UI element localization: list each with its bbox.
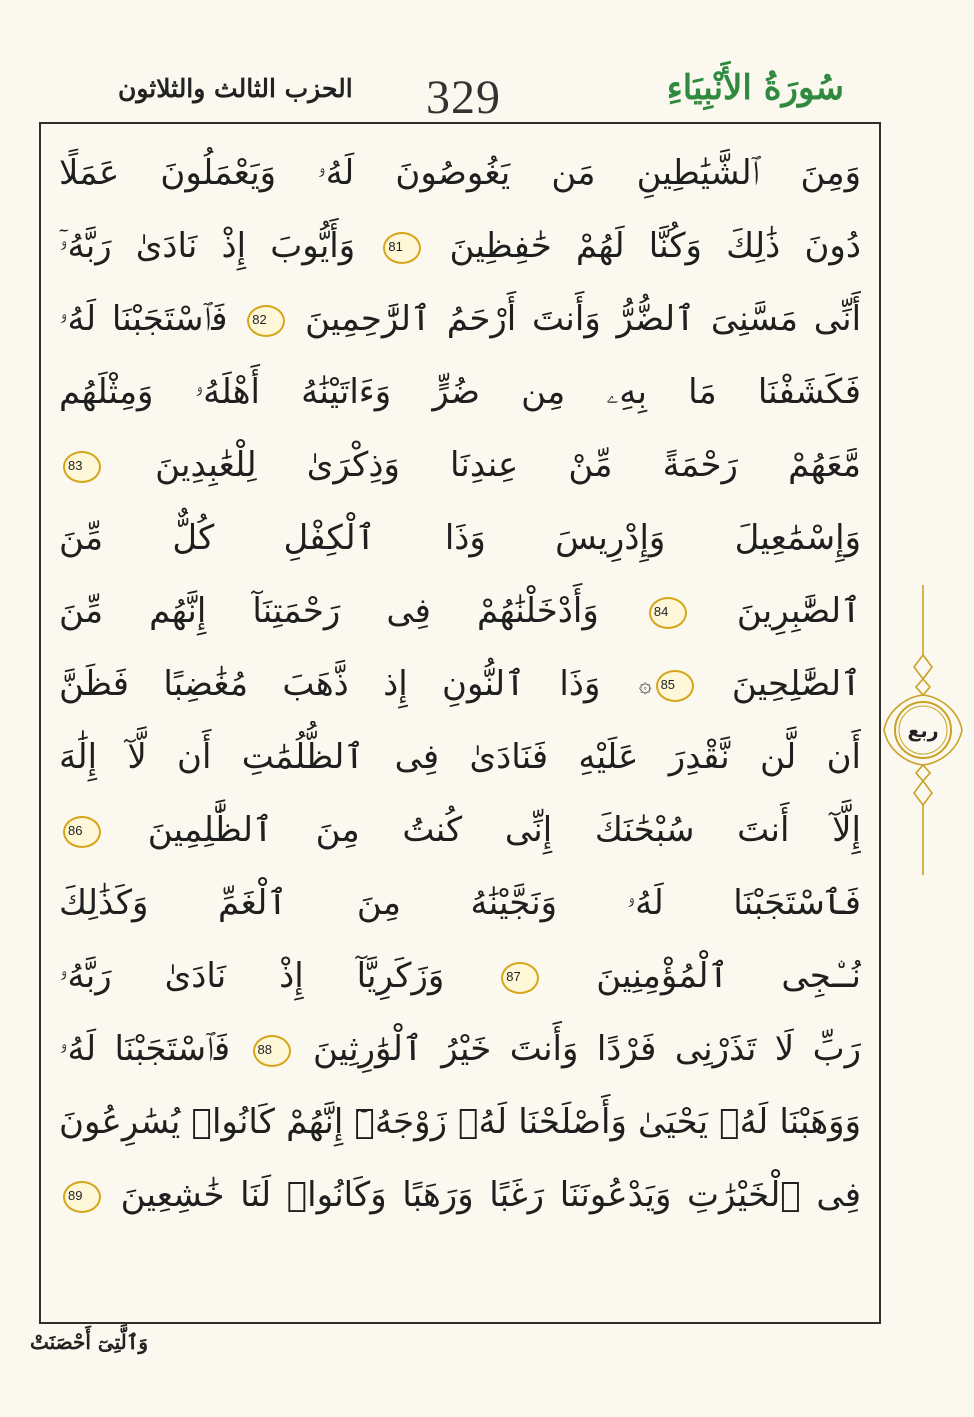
surah-title: سُورَةُ الأَنْبِيَاءِ	[666, 68, 844, 108]
verse-text: فَٱسْتَجَبْنَا لَهُۥ	[59, 1029, 231, 1069]
rub-ornament	[880, 585, 966, 875]
verse-text: وَمِنَ ٱلشَّيَٰطِينِ مَن يَغُوصُونَ لَهُۥ وَيَعْمَلُونَ عَمَلًا	[59, 153, 861, 193]
verse-text: فَٱسْتَجَبْنَا لَهُۥ وَنَجَّيْنَٰهُ مِنَ ٱلْغَمِّ وَكَذَٰلِكَ	[59, 883, 861, 923]
verse-text: أَنِّى مَسَّنِىَ ٱلضُّرُّ وَأَنتَ أَرْحَمُ ٱلرَّٰحِمِينَ	[305, 299, 861, 339]
verse-text: وَأَدْخَلْنَٰهُمْ فِى رَحْمَتِنَآ إِنَّهُم مِّنَ	[59, 591, 599, 631]
catchword: وَٱلَّتِىٓ أَحْصَنَتْ	[30, 1330, 149, 1354]
verse-line	[59, 210, 861, 283]
verse-text: وَأَيُّوبَ إِذْ نَادَىٰ رَبَّهُۥٓ	[59, 226, 356, 266]
verse-text-block	[59, 137, 861, 1307]
verse-line	[59, 575, 861, 648]
verse-text: وَوَهَبْنَا لَهُۥ يَحْيَىٰ وَأَصْلَحْنَا لَهُۥ زَوْجَهُۥٓ إِنَّهُمْ كَانُوا۟ يُسَٰرِعُونَ	[59, 1102, 861, 1142]
verse-line	[59, 1086, 861, 1159]
rub-label: ربع	[907, 720, 939, 742]
verse-line	[59, 502, 861, 575]
page-number: 329	[426, 71, 501, 124]
verse-text: مَّعَهُمْ رَحْمَةً مِّنْ عِندِنَا وَذِكْرَىٰ لِلْعَٰبِدِينَ	[155, 445, 861, 485]
ayah-number-marker: 88	[253, 1035, 291, 1067]
verse-line	[59, 356, 861, 429]
verse-text: دُونَ ذَٰلِكَ وَكُنَّا لَهُمْ حَٰفِظِينَ	[449, 226, 861, 266]
verse-line	[59, 137, 861, 210]
verse-line	[59, 648, 861, 721]
verse-text: فَكَشَفْنَا مَا بِهِۦ مِن ضُرٍّ وَءَاتَيْنَٰهُ أَهْلَهُۥ وَمِثْلَهُم	[59, 372, 861, 412]
verse-text: وَزَكَرِيَّآ إِذْ نَادَىٰ رَبَّهُۥ	[59, 956, 445, 996]
verse-text: رَبِّ لَا تَذَرْنِى فَرْدًا وَأَنتَ خَيْرُ ٱلْوَٰرِثِينَ	[312, 1029, 861, 1069]
verse-text: ٱلصَّٰبِرِينَ	[736, 591, 861, 631]
ayah-number-marker: 86	[63, 816, 101, 848]
verse-line	[59, 429, 861, 502]
page-header	[40, 60, 882, 124]
verse-text: إِلَّآ أَنتَ سُبْحَٰنَكَ إِنِّى كُنتُ مِنَ ٱلظَّٰلِمِينَ	[147, 810, 861, 850]
ayah-number-marker: 89	[63, 1181, 101, 1213]
verse-line	[59, 1159, 861, 1232]
ayah-number-marker: 85	[656, 670, 694, 702]
verse-line	[59, 1013, 861, 1086]
hizb-label: الحزب الثالث والثلاثون	[118, 74, 353, 103]
verse-line	[59, 283, 861, 356]
verse-text: نُـۨجِى ٱلْمُؤْمِنِينَ	[596, 956, 861, 996]
ayah-number-marker: 87	[501, 962, 539, 994]
verse-text: فَٱسْتَجَبْنَا لَهُۥ	[59, 299, 228, 339]
verse-text: فِى ٱلْخَيْرَٰتِ وَيَدْعُونَنَا رَغَبًا وَرَهَبًا وَكَانُوا۟ لَنَا خَٰشِعِينَ	[120, 1175, 861, 1215]
rub-star-icon: ۞	[638, 673, 652, 698]
verse-text: أَن لَّن نَّقْدِرَ عَلَيْهِ فَنَادَىٰ فِى ٱلظُّلُمَٰتِ أَن لَّآ إِلَٰهَ	[59, 737, 861, 777]
ayah-number-marker: 83	[63, 451, 101, 483]
ayah-number-marker: 81	[383, 232, 421, 264]
verse-line	[59, 940, 861, 1013]
verse-line	[59, 721, 861, 794]
ayah-number-marker: 82	[247, 305, 285, 337]
verse-text: وَذَا ٱلنُّونِ إِذ ذَّهَبَ مُغَٰضِبًا فَظَنَّ	[59, 664, 601, 704]
ayah-number-marker: 84	[649, 597, 687, 629]
verse-text: ٱلصَّٰلِحِينَ	[731, 664, 861, 704]
verse-line	[59, 867, 861, 940]
verse-text: وَإِسْمَٰعِيلَ وَإِدْرِيسَ وَذَا ٱلْكِفْلِ كُلٌّ مِّنَ	[59, 518, 861, 558]
verse-line	[59, 794, 861, 867]
